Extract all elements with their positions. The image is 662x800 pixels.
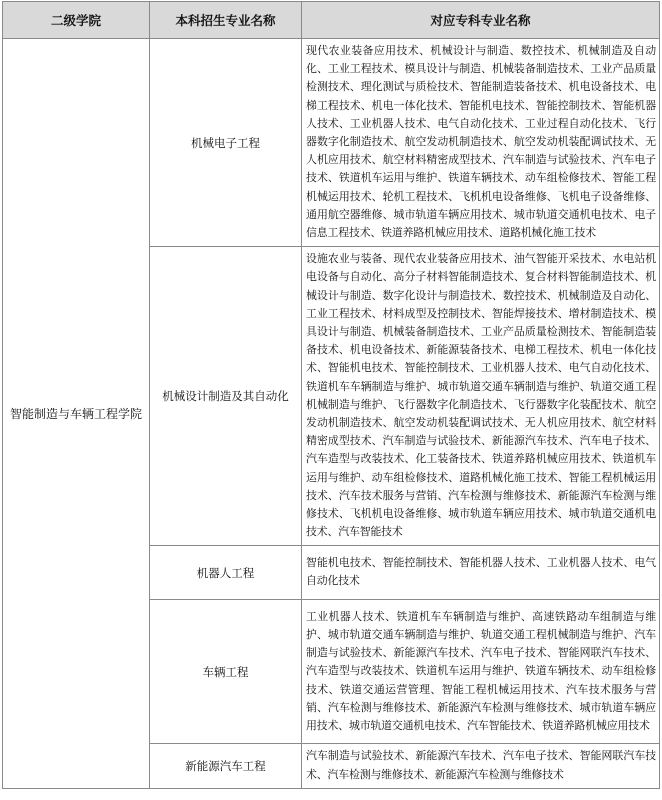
table-header-row xyxy=(3,2,660,39)
major-name-cell: 车辆工程 xyxy=(150,600,302,744)
college-name-cell: 智能制造与车辆工程学院 xyxy=(3,39,150,789)
major-name-cell: 机械电子工程 xyxy=(150,39,302,247)
major-name-cell: 机械设计制造及其自动化 xyxy=(150,247,302,546)
header-undergrad-major: 本科招生专业名称 xyxy=(150,2,302,39)
header-college: 二级学院 xyxy=(3,2,150,39)
major-name-cell: 机器人工程 xyxy=(150,546,302,600)
program-list-cell: 智能机电技术、智能控制技术、智能机器人技术、工业机器人技术、电气自动化技术 xyxy=(302,546,660,600)
program-list-cell: 现代农业装备应用技术、机械设计与制造、数控技术、机械制造及自动化、工业工程技术、模具设计与制造、机械装备制造技术、工业产品质量检测技术、理化测试与质检技术、智能制造装备技术、机电设备技术、电梯工程技术、机电一体化技术、智能机电技术、智能控制技术、智能机器人技术、工业机器人技术、电气自动化技术、工业过程自动化技术、飞行器数字化制造技术、航空发动机制造技术、航空发动机装配调试技术、无人机应用技术、航空材料精密成型技术、汽车制造与试验技术、汽车电子技术、铁道机车运用与维护、铁道车辆技术、动车组检修技术、智能工程机械运用技术、轮机工程技术、飞机机电设备维修、飞机电子设备维修、通用航空器维修、城市轨道车辆应用技术、城市轨道交通机电技术、电子信息工程技术、铁道养路机械应用技术、道路机械化施工技术 xyxy=(302,39,660,247)
table-row xyxy=(3,39,660,247)
header-junior-college-programs: 对应专科专业名称 xyxy=(302,2,660,39)
program-list-cell: 设施农业与装备、现代农业装备应用技术、油气智能开采技术、水电站机电设备与自动化、高分子材料智能制造技术、复合材料智能制造技术、机械设计与制造、数字化设计与制造技术、数控技术、机械制造及自动化、工业工程技术、材料成型及控制技术、智能焊接技术、增材制造技术、模具设计与制造、机械装备制造技术、工业产品质量检测技术、智能制造装备技术、机电设备技术、新能源装备技术、电梯工程技术、机电一体化技术、智能机电技术、智能控制技术、工业机器人技术、电气自动化技术、铁道机车车辆制造与维护、城市轨道交通车辆制造与维护、轨道交通工程机械制造与维护、飞行器数字化制造技术、飞行器数字化装配技术、航空发动机制造技术、航空发动机装配调试技术、无人机应用技术、航空材料精密成型技术、汽车制造与试验技术、新能源汽车技术、汽车电子技术、汽车造型与改装技术、化工装备技术、铁道养路机械应用技术、铁道机车运用与维护、动车组检修技术、道路机械化施工技术、智能工程机械运用技术、汽车技术服务与营销、汽车检测与维修技术、新能源汽车检测与维修技术、飞机机电设备维修、城市轨道车辆应用技术、城市轨道交通机电技术、汽车智能技术 xyxy=(302,247,660,546)
majors-table xyxy=(2,1,660,789)
program-list-cell: 汽车制造与试验技术、新能源汽车技术、汽车电子技术、智能网联汽车技术、汽车检测与维修技术、新能源汽车检测与维修技术 xyxy=(302,744,660,788)
program-list-cell: 工业机器人技术、铁道机车车辆制造与维护、高速铁路动车组制造与维护、城市轨道交通车辆制造与维护、轨道交通工程机械制造与维护、汽车制造与试验技术、新能源汽车技术、汽车电子技术、智能网联汽车技术、汽车造型与改装技术、铁道机车运用与维护、铁道车辆技术、动车组检修技术、铁道交通运营管理、智能工程机械运用技术、汽车技术服务与营销、汽车检测与维修技术、新能源汽车检测与维修技术、城市轨道车辆应用技术、城市轨道交通机电技术、汽车智能技术、铁道养路机械应用技术 xyxy=(302,600,660,744)
major-name-cell: 新能源汽车工程 xyxy=(150,744,302,788)
